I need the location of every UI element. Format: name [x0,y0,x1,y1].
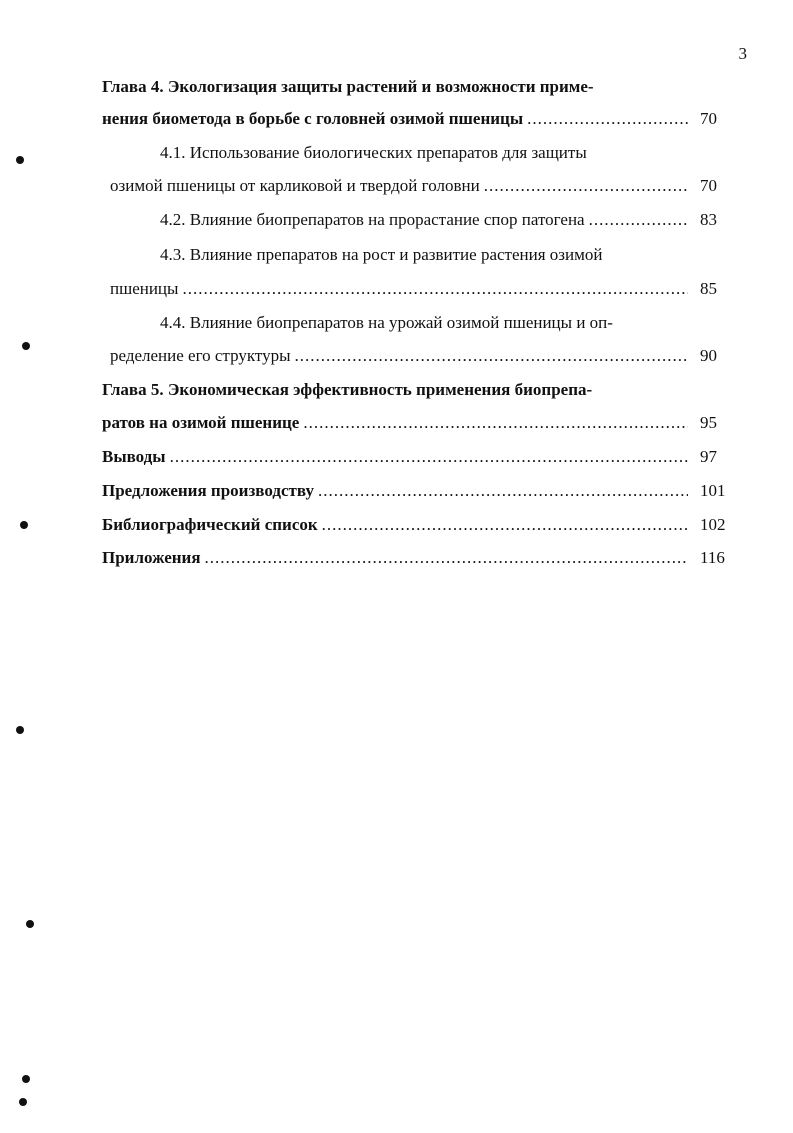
toc-section-4-3-cont [110,276,688,302]
toc-conclusions [102,444,688,470]
leader-dots [170,444,688,470]
toc-section-4-2 [160,207,688,233]
toc-page-bibliography: 102 [700,515,726,534]
leader-dots [303,410,688,436]
binding-mark [26,920,34,928]
toc-text: ределение его структуры [110,346,291,365]
toc-appendices [102,545,688,571]
binding-mark [22,1075,30,1083]
leader-dots [205,545,688,571]
binding-mark [16,726,24,734]
toc-chapter-4-title-cont [102,106,688,132]
leader-dots [182,276,688,302]
toc-page-4-3: 85 [700,279,717,298]
toc-proposals [102,478,688,504]
binding-mark [20,521,28,529]
binding-mark [16,156,24,164]
toc-text: нения биометода в борьбе с головней озимой пшеницы [102,109,524,128]
toc-page-ch4: 70 [700,109,717,128]
leader-dots [589,207,688,233]
toc-text: озимой пшеницы от карликовой и твердой головни [110,176,480,195]
toc-page-ch5: 95 [700,413,717,432]
toc-chapter-4-title: Глава 4. Экологизация защиты растений и возможности приме- [102,77,594,96]
toc-chapter-5-title: Глава 5. Экономическая эффективность применения биопрепа- [102,380,593,399]
toc-chapter-5-title-cont [102,410,688,436]
toc-section-4-4: 4.4. Влияние биопрепаратов на урожай озимой пшеницы и оп- [160,313,613,332]
toc-text: Выводы [102,447,166,466]
toc-section-4-1: 4.1. Использование биологических препаратов для защиты [160,143,587,162]
toc-text: ратов на озимой пшенице [102,413,300,432]
page-number: 3 [738,44,747,63]
toc-page-conclusions: 97 [700,447,717,466]
toc-text: Библиографический список [102,515,318,534]
toc-text: пшеницы [110,279,179,298]
toc-text: 4.2. Влияние биопрепаратов на прорастание спор патогена [160,210,585,229]
toc-section-4-1-cont [110,173,688,199]
toc-page-appendices: 116 [700,548,725,567]
binding-mark [19,1098,27,1106]
binding-mark [22,342,30,350]
toc-page-proposals: 101 [700,481,726,500]
toc-bibliography [102,512,688,538]
leader-dots [484,173,688,199]
leader-dots [318,478,688,504]
leader-dots [527,106,688,132]
toc-section-4-4-cont [110,343,688,369]
toc-text: Приложения [102,548,201,567]
toc-text: Предложения производству [102,481,314,500]
leader-dots [295,343,688,369]
leader-dots [322,512,688,538]
toc-page-4-4: 90 [700,346,717,365]
toc-section-4-3: 4.3. Влияние препаратов на рост и развитие растения озимой [160,245,603,264]
toc-page-4-1: 70 [700,176,717,195]
toc-page-4-2: 83 [700,210,717,229]
